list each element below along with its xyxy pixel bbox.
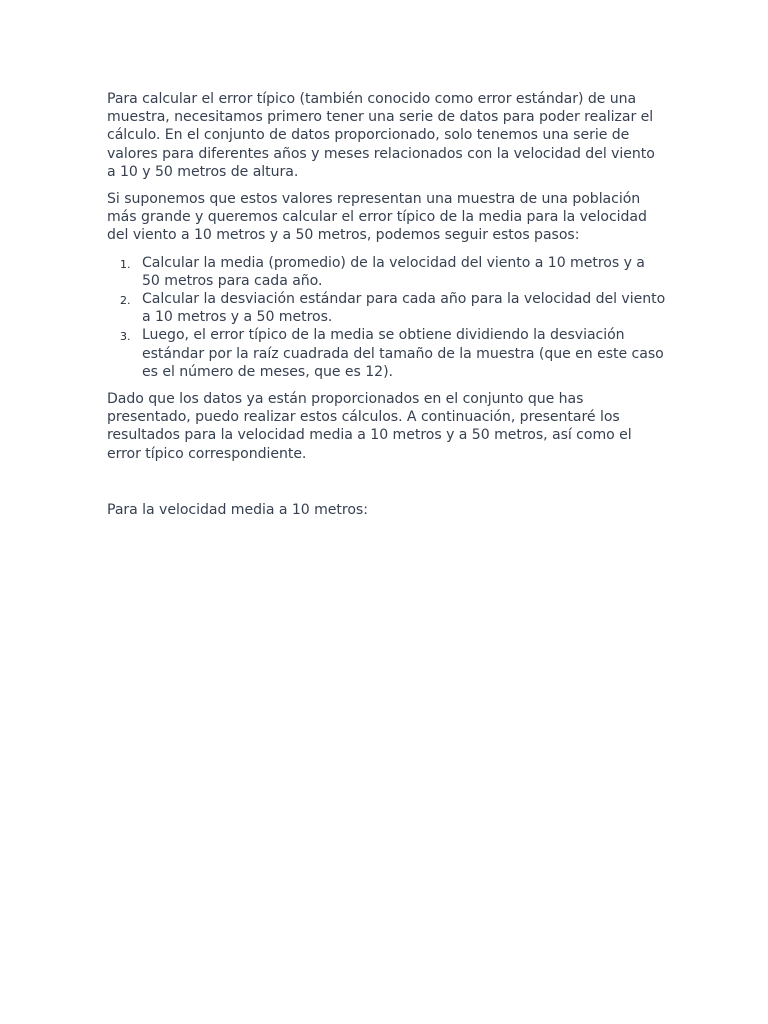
list-item	[107, 326, 667, 381]
list-item	[107, 290, 667, 326]
intro-paragraph-1: Para calcular el error típico (también conocido como error estándar) de una muestra, necesitamos primero tener una serie de datos para poder realizar el cálculo. En el conjunto de datos proporcionado, solo tenemos una serie de valores para diferentes años y meses relacionados con la velocidad del viento a 10 y 50 metros de altura.	[107, 91, 655, 180]
blank-space	[107, 472, 667, 501]
step-number: 1.	[120, 257, 131, 271]
section-label: Para la velocidad media a 10 metros:	[107, 501, 368, 518]
list-item	[107, 254, 667, 290]
step-number: 3.	[120, 330, 131, 344]
step-text: Calcular la media (promedio) de la velocidad del viento a 10 metros y a 50 metros para cada año.	[142, 254, 645, 289]
step-text: Luego, el error típico de la media se obtiene dividiendo la desviación estándar por la raíz cuadrada del tamaño de la muestra (que en este caso es el número de meses, que es 12).	[142, 327, 664, 380]
step-number: 2.	[120, 294, 131, 308]
results-paragraph: Dado que los datos ya están proporcionados en el conjunto que has presentado, puedo realizar estos cálculos. A continuación, presentaré los resultados para la velocidad media a 10 metros y a 50 metros, así como el error típico correspondiente.	[107, 391, 632, 462]
step-text: Calcular la desviación estándar para cada año para la velocidad del viento a 10 metros y a 50 metros.	[142, 291, 666, 326]
document-body	[107, 90, 667, 528]
steps-list	[107, 254, 667, 381]
intro-paragraph-2: Si suponemos que estos valores representan una muestra de una población más grande y queremos calcular el error típico de la media para la velocidad del viento a 10 metros y a 50 metros, podemos seguir estos pasos:	[107, 191, 647, 244]
